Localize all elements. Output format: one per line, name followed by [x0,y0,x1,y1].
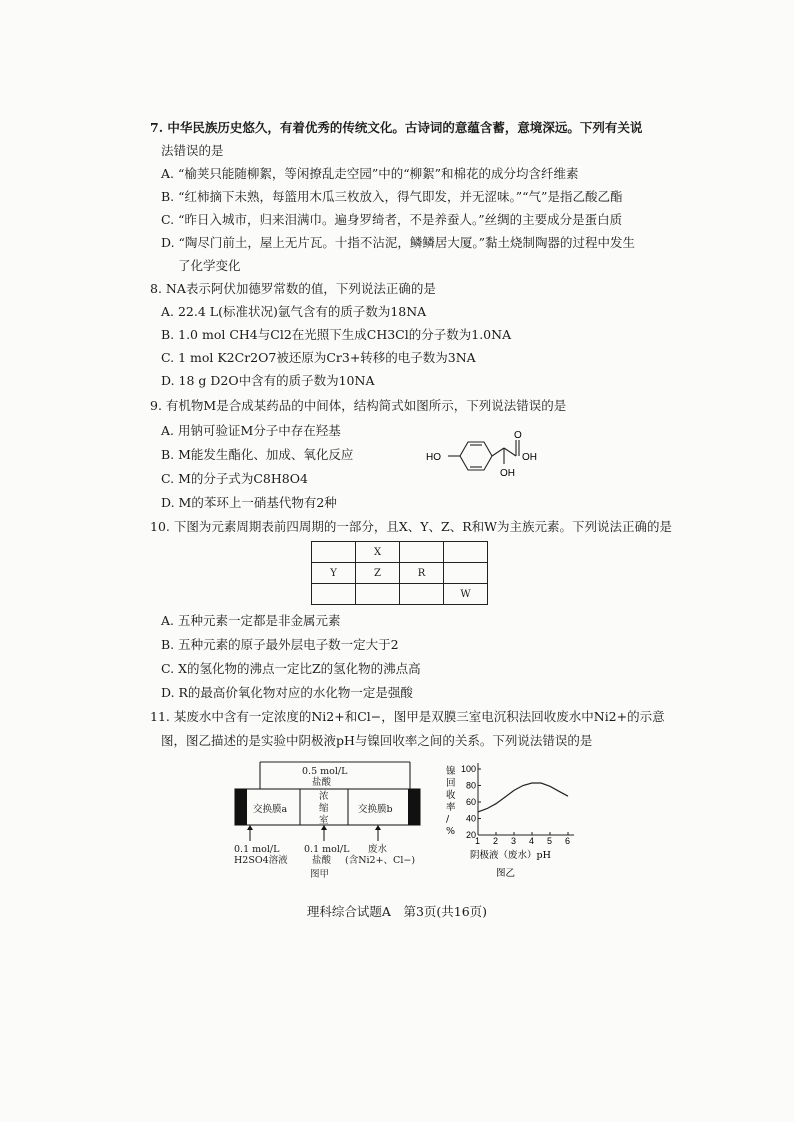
q10-option-a: A. 五种元素一定都是非金属元素 [161,613,341,628]
y-tick-label: 80 [465,780,476,791]
inlet2-concentration: 0.1 mol/L [304,844,350,855]
q8-option-d: D. 18 g D2O中含有的质子数为10NA [161,373,375,388]
x-tick-label: 1 [475,836,481,846]
q9-option-c: C. M的分子式为C8H8O4 [161,471,308,486]
inlet1-solution: H2SO4溶液 [234,855,288,866]
fig1-mid-char: 缩 [319,803,329,814]
pt-cell [400,584,444,605]
recovery-curve [478,783,568,812]
q11-stem-line2: 图，图乙描述的是实验中阴极液pH与镍回收率之间的关系。下列说法错误的是 [161,733,593,748]
pt-cell [444,542,488,563]
recovery-rate-chart [440,758,580,880]
y-tick-label: 40 [465,813,476,824]
fig1-top-concentration: 0.5 mol/L [302,766,348,777]
q7-option-a: A. “榆荚只能随柳絮，等闲撩乱走空园”中的“柳絮”和棉花的成分均含纤维素 [161,166,579,181]
benzene-ring [460,442,492,470]
q7-stem-line1: 7. 中华民族历史悠久，有着优秀的传统文化。古诗词的意蕴含蓄，意境深远。下列有关说 [150,120,643,135]
q7-option-c: C. “昨日入城市，归来泪满巾。遍身罗绮者，不是养蚕人。”丝绸的主要成分是蛋白质 [161,212,623,227]
electrolysis-cell-diagram [230,755,430,880]
inlet1-concentration: 0.1 mol/L [234,844,280,855]
q7-option-b: B. “红柿摘下未熟，每篮用木瓜三枚放入，得气即发，并无涩味。”“气”是指乙酸乙酯 [161,189,623,204]
q8-option-b: B. 1.0 mol CH4与Cl2在光照下生成CH3Cl的分子数为1.0NA [161,327,512,342]
struct-oh-label: OH [522,452,537,463]
pt-cell: W [444,584,488,605]
pt-cell [444,563,488,584]
struct-oh-label: OH [500,468,515,479]
q8-option-a: A. 22.4 L(标准状况)氩气含有的质子数为18NA [161,304,427,319]
pt-cell: Y [312,563,356,584]
q9-option-b: B. M能发生酯化、加成、氧化反应 [161,447,354,462]
fig1-caption: 图甲 [310,869,330,880]
electrode-right [408,789,420,825]
pt-cell [312,584,356,605]
page-footer: 理科综合试题A 第3页(共16页) [306,904,488,919]
q7-option-d-line2: 了化学变化 [178,258,241,273]
pt-cell [400,542,444,563]
ylabel-char: 率 [446,802,456,813]
y-tick-label: 60 [465,797,476,807]
q10-option-b: B. 五种元素的原子最外层电子数一定大于2 [161,637,399,652]
fig1-mid-char: 浓 [319,791,329,802]
q7-stem-line2: 法错误的是 [161,143,224,158]
x-tick-label: 2 [493,836,499,846]
membrane-a-label: 交换膜a [253,804,288,815]
electrode-left [235,789,247,825]
x-tick-label: 3 [511,836,517,846]
inlet3-label: 废水 [368,844,388,855]
chart-xlabel: 阴极液（废水）pH [470,850,551,861]
q11-stem-line1: 11. 某废水中含有一定浓度的Ni2+和Cl−，图甲是双膜三室电沉积法回收废水中Ni2+的示意 [150,709,665,724]
fig1-mid-char: 室 [319,815,329,826]
x-tick-label: 5 [547,836,553,846]
pt-cell: R [400,563,444,584]
ylabel-char: % [446,826,456,837]
q7-option-d-line1: D. “陶尽门前土，屋上无片瓦。十指不沾泥，鳞鳞居大厦。”黏土烧制陶器的过程中发生 [161,235,636,250]
pt-cell [312,542,356,563]
molecule-structure [420,426,540,486]
y-tick-label: 100 [460,764,476,774]
q9-option-a: A. 用钠可验证M分子中存在羟基 [161,423,341,438]
q10-option-c: C. X的氢化物的沸点一定比Z的氢化物的沸点高 [161,661,421,676]
q9-option-d: D. M的苯环上一硝基代物有2种 [161,495,337,510]
x-tick-label: 4 [529,836,535,846]
q9-stem: 9. 有机物M是合成某药品的中间体，结构简式如图所示，下列说法错误的是 [150,398,567,413]
fig2-caption: 图乙 [496,868,516,879]
q8-stem: 8. NA表示阿伏加德罗常数的值，下列说法正确的是 [150,281,436,296]
periodic-table-fragment [311,541,488,605]
ch-bond [492,448,504,456]
ylabel-char: 收 [446,790,456,801]
ylabel-char: / [446,814,450,825]
ylabel-char: 镍 [446,766,456,777]
q10-option-d: D. R的最高价氧化物对应的水化物一定是强酸 [161,685,413,700]
q10-stem: 10. 下图为元素周期表前四周期的一部分，且X、Y、Z、R和W为主族元素。下列说法正确的是 [150,519,672,534]
inlet3-note: (含Ni2+、Cl−) [345,855,416,866]
struct-o-label: O [514,430,522,441]
y-tick-label: 20 [465,830,476,840]
fig1-top-acid: 盐酸 [312,777,332,788]
x-tick-label: 6 [565,836,571,846]
q8-option-c: C. 1 mol K2Cr2O7被还原为Cr3+转移的电子数为3NA [161,350,476,365]
inlet2-solution: 盐酸 [312,855,332,866]
membrane-b-label: 交换膜b [358,804,393,815]
struct-ho-label: HO [426,452,441,463]
ylabel-char: 回 [446,778,456,789]
pt-cell: Z [356,563,400,584]
pt-cell: X [356,542,400,563]
pt-cell [356,584,400,605]
cooh-bond [504,448,516,456]
